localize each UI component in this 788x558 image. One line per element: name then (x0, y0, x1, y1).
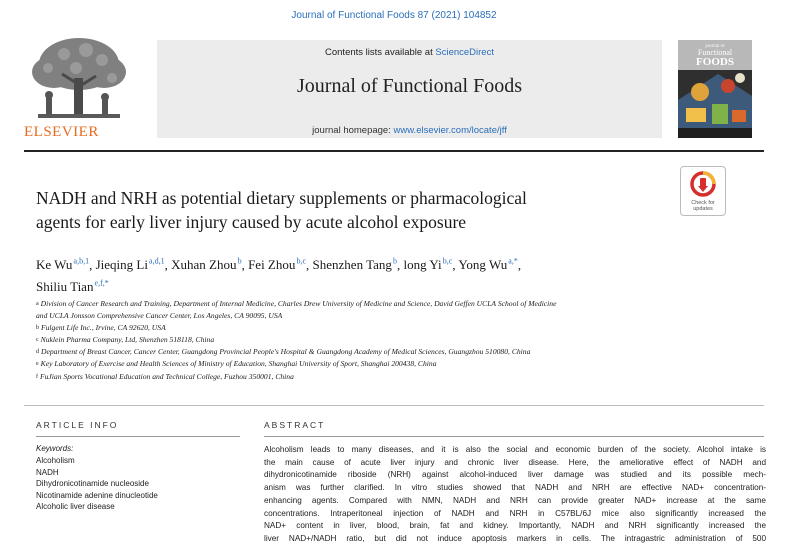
article-info-heading: ARTICLE INFO (36, 420, 119, 430)
abstract-line: enhancing agents. Compared with NMN, NADH and NRH can provide greater NAD+ increase at the same (264, 495, 766, 505)
journal-title: Journal of Functional Foods (297, 75, 522, 97)
header-divider (24, 150, 764, 152)
keyword-list (36, 455, 158, 513)
keyword-item: Alcoholism (36, 456, 75, 465)
affiliation-list (36, 298, 756, 383)
affiliation-item: and UCLA Jonsson Comprehensive Cancer Center, Los Angeles, CA 90095, USA (36, 311, 283, 321)
cover-line-1: journal of (705, 44, 725, 49)
abstract-line: Alcoholism leads to many diseases, and it is also the social and economic burden of the society. Alcohol intake is (264, 445, 766, 454)
abstract-heading: ABSTRACT (264, 420, 326, 430)
keyword-item: Dihydronicotinamide nucleoside (36, 479, 149, 488)
contents-availability (157, 47, 662, 58)
journal-homepage (157, 125, 662, 136)
keyword-item: Nicotinamide adenine dinucleotide (36, 490, 158, 500)
author-affiliation-marks[interactable]: e,f,* (94, 278, 109, 288)
cover-title (678, 44, 752, 68)
abstract-line: liver NAD+/NADH ratio, but did not induce apoptosis markers in cells. The intragastric administration of 500 (264, 533, 766, 543)
author[interactable]: Shiliu Tian $^{e,f,*}$ (36, 278, 109, 294)
journal-masthead (157, 40, 662, 138)
author[interactable]: Fei Zhou $^{b,c}$ (248, 257, 307, 273)
homepage-prefix: journal homepage: (312, 125, 394, 136)
check-badge-line-1: Check for (691, 200, 715, 206)
article-title-line-1: NADH and NRH as potential dietary supplements or pharmacological (36, 188, 527, 208)
journal-cover-image[interactable] (678, 40, 752, 138)
keywords-label: Keywords: (36, 444, 74, 453)
affiliation-item: $^b$ Fulgent Life Inc., Irvine, CA 92620, USA (36, 323, 166, 333)
author[interactable]: Jieqing Li $^{a,d,1}$ (95, 257, 165, 273)
author-affiliation-marks[interactable]: a,* (508, 257, 518, 266)
contents-prefix: Contents lists available at (325, 47, 436, 58)
homepage-link[interactable]: www.elsevier.com/locate/jff (393, 125, 507, 136)
cover-line-3: FOODS (696, 56, 734, 68)
abstract-line: anism was further clarified. In vitro studies showed that NADH and NRH are effective NAD+ concentration- (264, 483, 766, 493)
abstract-line: the main cause of acute liver injury and chronic liver disease. Here, the ameliorative effect of NADH and (264, 457, 766, 467)
author-affiliation-marks[interactable]: a,b,1 (73, 257, 90, 266)
article-title (36, 186, 636, 234)
author-affiliation-marks[interactable]: b,c (296, 257, 307, 266)
abstract-body (264, 444, 766, 546)
publisher-wordmark: ELSEVIER (24, 124, 99, 140)
author-affiliation-marks[interactable]: b (392, 257, 397, 266)
author-affiliation-marks[interactable]: b,c (442, 257, 453, 266)
affiliation-item: $^d$ Department of Breast Cancer, Cancer Center, Guangdong Provincial People's Hospital & Guangdong Academy of Medical Sciences, Guangzhou 510080, China (36, 347, 531, 357)
article-title-line-2: agents for early liver injury caused by acute alcohol exposure (36, 212, 467, 232)
abstract-line: dihydronicotinamide riboside (NRH) against alcohol-induced liver damage was studied and its possible mech- (264, 470, 766, 480)
author-list: Ke Wu $^{a,b,1}$, Jieqing Li $^{a,d,1}$, Xuhan Zhou $^b$, Fei Zhou $^{b,c}$, Shenzhen Tang $^b$, long Yi $^{b,c}$, Yong Wu $^{a,*}$, Shiliu Tian $^{e,f,*}$ (36, 257, 522, 294)
affiliation-item: $^f$ FuJian Sports Vocational Education and Technical College, Fuzhou 350001, China (36, 371, 294, 381)
section-divider (24, 405, 764, 406)
affiliation-item: $^a$ Division of Cancer Research and Training, Department of Internal Medicine, Charles Drew University of Medicine and Science, David Geffen UCLA School of Medicine (36, 299, 557, 308)
affiliation-item: $^c$ Nuklein Pharma Company, Ltd, Shenzhen 518118, China (36, 335, 215, 345)
check-for-updates-button[interactable] (680, 166, 726, 216)
abstract-line: concentrations. Intraperitoneal injection of NADH and NRH in C57BL/6J mice also significantly increased the (264, 508, 766, 518)
author-affiliation-marks[interactable]: b (237, 257, 242, 266)
author[interactable]: long Yi $^{b,c}$ (403, 257, 453, 273)
author[interactable]: Yong Wu $^{a,*}$ (458, 257, 518, 273)
sciencedirect-link[interactable]: ScienceDirect (435, 47, 494, 58)
cover-line-2: Functional (697, 48, 733, 57)
author[interactable]: Ke Wu $^{a,b,1}$ (36, 257, 90, 273)
keyword-item: Alcoholic liver disease (36, 502, 115, 511)
check-badge-text (681, 200, 725, 212)
journal-reference-link[interactable]: Journal of Functional Foods 87 (2021) 104852 (291, 10, 497, 21)
article-info-rule (36, 436, 240, 437)
keyword-item: NADH (36, 467, 59, 477)
author[interactable]: Xuhan Zhou $^b$ (171, 257, 242, 273)
affiliation-item: $^e$ Key Laboratory of Exercise and Health Sciences of Ministry of Education, Shanghai University of Sport, Shanghai 200438, China (36, 359, 437, 369)
author-affiliation-marks[interactable]: a,d,1 (149, 257, 165, 266)
check-badge-line-2: updates (693, 206, 713, 212)
author[interactable]: Shenzhen Tang $^b$ (312, 257, 397, 273)
abstract-line: NAD+ content in liver, blood, brain, fat and kidney. Importantly, NADH and NRH significantly increased the (264, 521, 766, 531)
abstract-rule (264, 436, 764, 437)
